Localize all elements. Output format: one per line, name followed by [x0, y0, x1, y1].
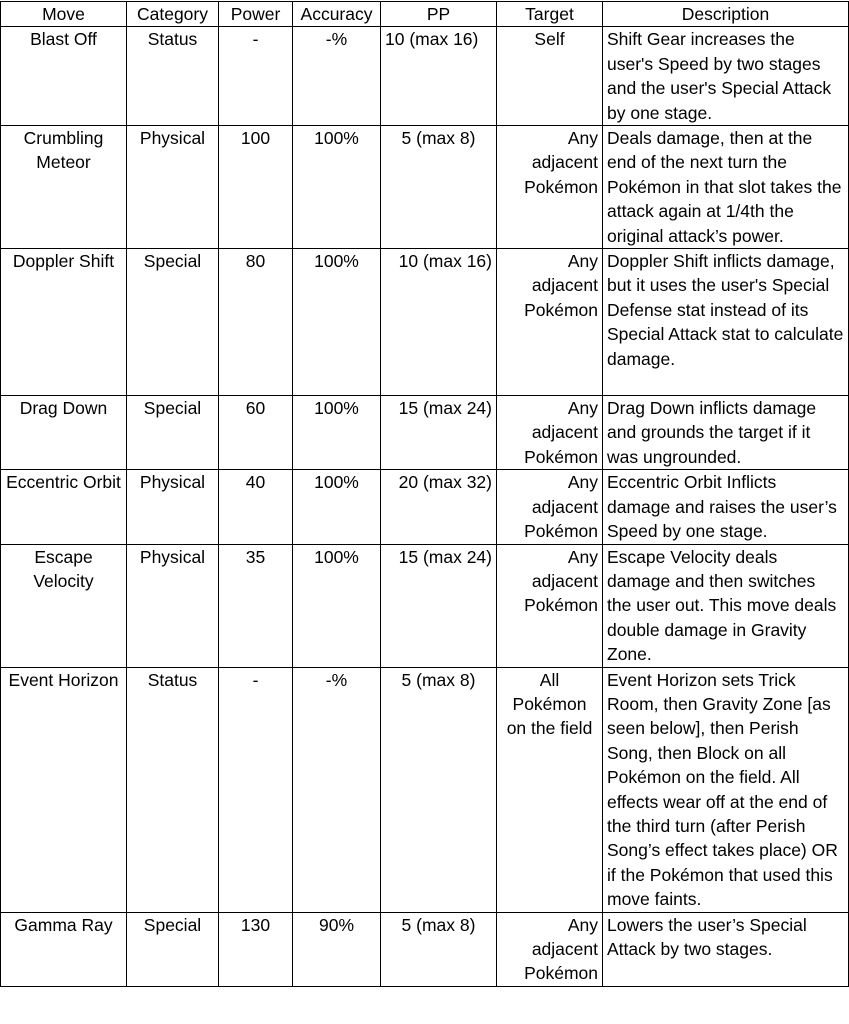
- move-target: Self: [497, 27, 603, 126]
- move-description: Lowers the user’s Special Attack by two stages.: [603, 912, 849, 986]
- move-target: Any adjacent Pokémon: [497, 544, 603, 667]
- header-accuracy: Accuracy: [293, 2, 381, 27]
- move-category: Special: [127, 396, 219, 470]
- move-category: Physical: [127, 470, 219, 544]
- move-accuracy: 100%: [293, 249, 381, 396]
- move-name: Event Horizon: [1, 667, 127, 912]
- move-name: Eccentric Orbit: [1, 470, 127, 544]
- move-accuracy: 100%: [293, 126, 381, 249]
- move-pp: 10 (max 16): [381, 249, 497, 396]
- header-category: Category: [127, 2, 219, 27]
- move-category: Special: [127, 249, 219, 396]
- move-pp: 20 (max 32): [381, 470, 497, 544]
- move-name: Doppler Shift: [1, 249, 127, 396]
- move-category: Status: [127, 27, 219, 126]
- move-accuracy: 100%: [293, 396, 381, 470]
- move-power: 100: [219, 126, 293, 249]
- table-row: [1, 126, 849, 249]
- table-row: [1, 249, 849, 396]
- move-pp: 10 (max 16): [381, 27, 497, 126]
- move-power: 130: [219, 912, 293, 986]
- move-category: Physical: [127, 126, 219, 249]
- move-power: -: [219, 667, 293, 912]
- header-pp: PP: [381, 2, 497, 27]
- move-description: Deals damage, then at the end of the next turn the Pokémon in that slot takes the attack again at 1/4th the original attack’s power.: [603, 126, 849, 249]
- move-description: Shift Gear increases the user's Speed by two stages and the user's Special Attack by one stage.: [603, 27, 849, 126]
- move-accuracy: -%: [293, 27, 381, 126]
- table-row: [1, 27, 849, 126]
- table-row: [1, 396, 849, 470]
- move-category: Special: [127, 912, 219, 986]
- move-accuracy: 100%: [293, 470, 381, 544]
- move-name: Escape Velocity: [1, 544, 127, 667]
- header-power: Power: [219, 2, 293, 27]
- move-description: Escape Velocity deals damage and then switches the user out. This move deals double damage in Gravity Zone.: [603, 544, 849, 667]
- move-accuracy: 90%: [293, 912, 381, 986]
- move-pp: 5 (max 8): [381, 126, 497, 249]
- moves-table: [0, 1, 849, 987]
- move-accuracy: 100%: [293, 544, 381, 667]
- move-name: Crumbling Meteor: [1, 126, 127, 249]
- move-target: Any adjacent Pokémon: [497, 126, 603, 249]
- move-pp: 5 (max 8): [381, 667, 497, 912]
- move-power: 80: [219, 249, 293, 396]
- table-row: [1, 544, 849, 667]
- move-category: Status: [127, 667, 219, 912]
- move-pp: 15 (max 24): [381, 544, 497, 667]
- move-target: Any adjacent Pokémon: [497, 470, 603, 544]
- header-target: Target: [497, 2, 603, 27]
- table-header-row: [1, 2, 849, 27]
- table-row: [1, 470, 849, 544]
- move-power: 60: [219, 396, 293, 470]
- move-name: Drag Down: [1, 396, 127, 470]
- move-accuracy: -%: [293, 667, 381, 912]
- move-power: 35: [219, 544, 293, 667]
- move-name: Gamma Ray: [1, 912, 127, 986]
- move-description: Event Horizon sets Trick Room, then Gravity Zone [as seen below], then Perish Song, then Block on all Pokémon on the field. All effects wear off at the end of the third turn (after Perish Song’s effect takes place) OR if the Pokémon that used this move faints.: [603, 667, 849, 912]
- move-power: 40: [219, 470, 293, 544]
- move-description: Eccentric Orbit Inflicts damage and raises the user’s Speed by one stage.: [603, 470, 849, 544]
- move-target: Any adjacent Pokémon: [497, 912, 603, 986]
- header-move: Move: [1, 2, 127, 27]
- move-description: Doppler Shift inflicts damage, but it uses the user's Special Defense stat instead of its Special Attack stat to calculate damage.: [603, 249, 849, 396]
- move-target: Any adjacent Pokémon: [497, 249, 603, 396]
- move-category: Physical: [127, 544, 219, 667]
- move-target: Any adjacent Pokémon: [497, 396, 603, 470]
- move-pp: 15 (max 24): [381, 396, 497, 470]
- move-name: Blast Off: [1, 27, 127, 126]
- move-description: Drag Down inflicts damage and grounds the target if it was ungrounded.: [603, 396, 849, 470]
- move-target: All Pokémon on the field: [497, 667, 603, 912]
- table-row: [1, 667, 849, 912]
- table-row: [1, 912, 849, 986]
- move-power: -: [219, 27, 293, 126]
- move-pp: 5 (max 8): [381, 912, 497, 986]
- header-description: Description: [603, 2, 849, 27]
